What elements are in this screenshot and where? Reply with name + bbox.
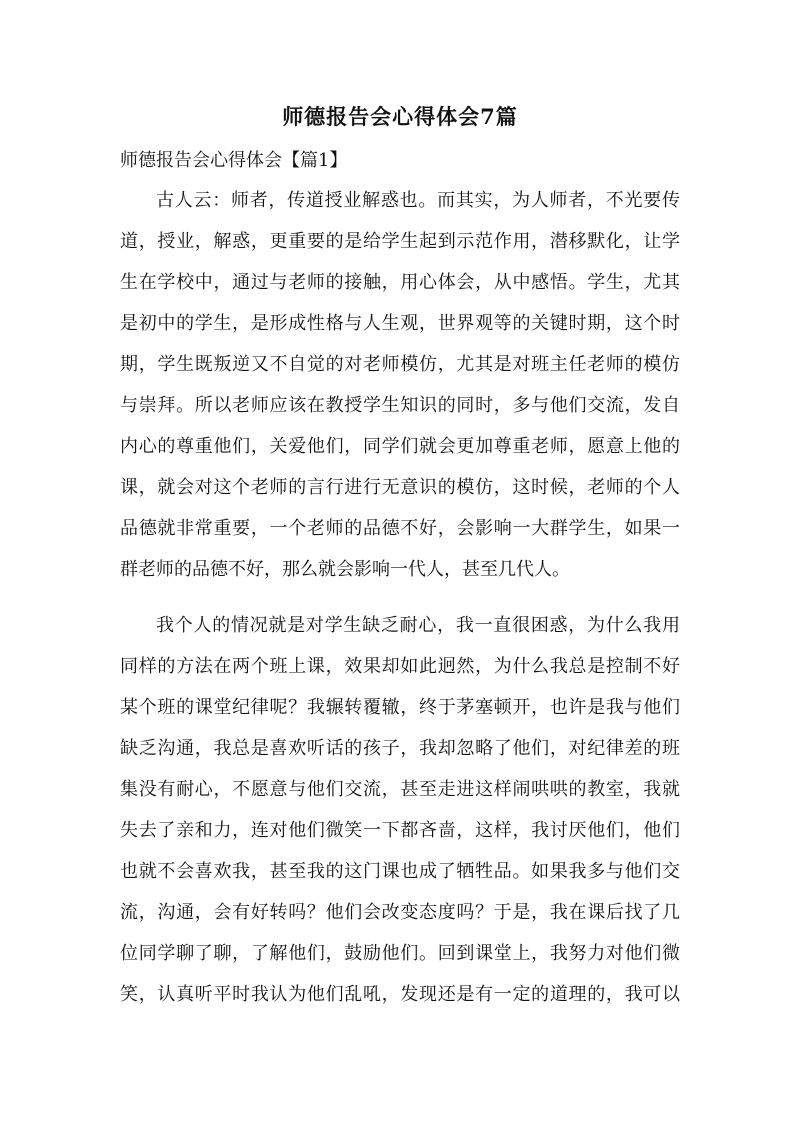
paragraph-line: 内心的尊重他们，关爱他们，同学们就会更加尊重老师，愿意上他的 — [120, 436, 680, 457]
paragraph-line: 与崇拜。所以老师应该在教授学生知识的同时，多与他们交流，发自 — [120, 395, 680, 416]
paragraph-line: 生在学校中，通过与老师的接触，用心体会，从中感悟。学生，尤其 — [120, 272, 680, 293]
paragraph-line: 是初中的学生，是形成性格与人生观，世界观等的关键时期，这个时 — [120, 313, 680, 334]
paragraph-line: 群老师的品德不好，那么就会影响一代人，甚至几代人。 — [120, 559, 570, 580]
paragraph-line: 同样的方法在两个班上课，效果却如此迥然，为什么我总是控制不好 — [120, 656, 680, 677]
paragraph-line: 位同学聊了聊，了解他们，鼓励他们。回到课堂上，我努力对他们微 — [120, 943, 680, 964]
paragraph-line: 缺乏沟通，我总是喜欢听话的孩子，我却忽略了他们，对纪律差的班 — [120, 738, 680, 759]
paragraph-1 — [120, 180, 680, 590]
paragraph-line: 集没有耐心，不愿意与他们交流，甚至走进这样闹哄哄的教室，我就 — [120, 779, 680, 800]
paragraph-line: 失去了亲和力，连对他们微笑一下都吝啬，这样，我讨厌他们，他们 — [120, 820, 680, 841]
paragraph-line: 也就不会喜欢我，甚至我的这门课也成了牺牲品。如果我多与他们交 — [120, 861, 680, 882]
paragraph-line: 古人云：师者，传道授业解惑也。而其实，为人师者，不光要传 — [156, 190, 680, 211]
section-heading: 师德报告会心得体会【篇1】 — [120, 150, 348, 171]
paragraph-line: 笑，认真听平时我认为他们乱吼，发现还是有一定的道理的，我可以 — [120, 984, 680, 1005]
paragraph-line: 期，学生既叛逆又不自觉的对老师模仿，尤其是对班主任老师的模仿 — [120, 354, 680, 375]
paragraph-line: 流，沟通，会有好转吗？他们会改变态度吗？于是，我在课后找了几 — [120, 902, 680, 923]
paragraph-line: 某个班的课堂纪律呢？我辗转覆辙，终于茅塞顿开，也许是我与他们 — [120, 697, 680, 718]
document-title: 师德报告会心得体会7篇 — [282, 104, 518, 129]
paragraph-line: 课，就会对这个老师的言行进行无意识的模仿，这时候，老师的个人 — [120, 477, 680, 498]
paragraph-line: 品德就非常重要，一个老师的品德不好，会影响一大群学生，如果一 — [120, 518, 680, 539]
paragraph-2 — [120, 605, 680, 1015]
paragraph-line: 我个人的情况就是对学生缺乏耐心，我一直很困惑，为什么我用 — [156, 615, 680, 636]
paragraph-line: 道，授业，解惑，更重要的是给学生起到示范作用，潜移默化，让学 — [120, 231, 680, 252]
